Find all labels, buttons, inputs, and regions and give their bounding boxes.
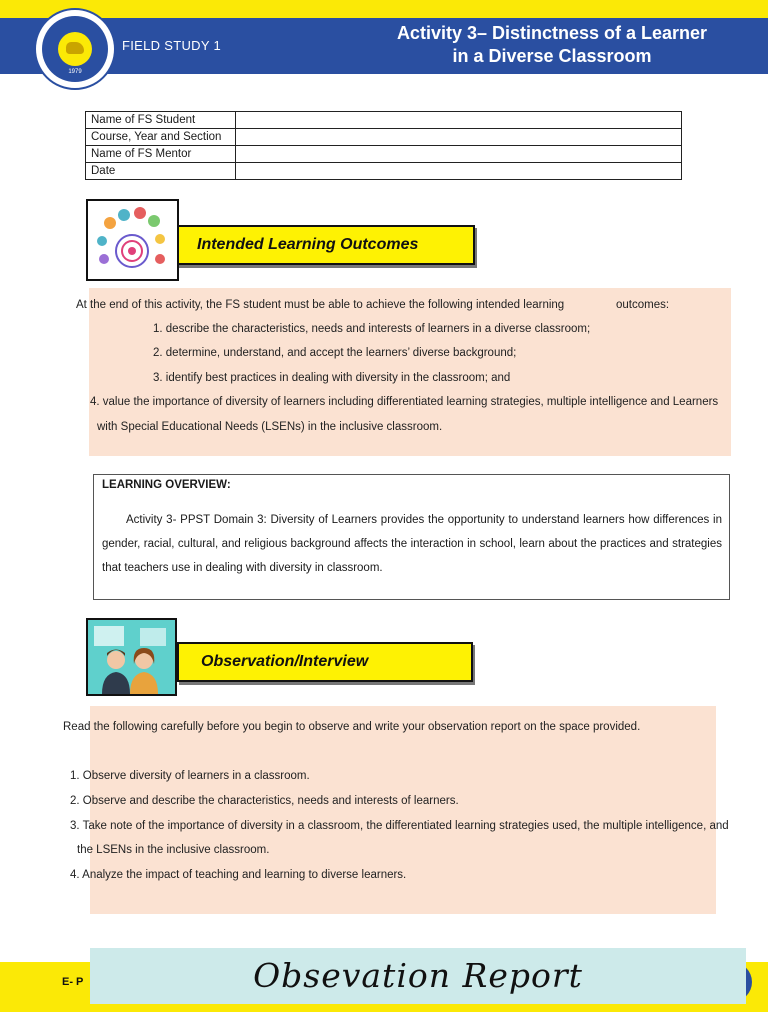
list-item: 3. Take note of the importance of diversity in a classroom, the differentiated learning strategies used, the multiple intelligence, and xyxy=(70,820,729,832)
university-seal-logo xyxy=(34,8,116,90)
header-white-strip xyxy=(0,74,768,88)
learning-overview-title: LEARNING OVERVIEW: xyxy=(102,479,231,491)
info-label: Name of FS Mentor xyxy=(86,146,236,163)
table-row xyxy=(86,129,682,146)
list-item: 1. describe the characteristics, needs and interests of learners in a diverse classroom; xyxy=(153,323,591,335)
activity-title-line1: Activity 3– Distinctness of a Learner xyxy=(396,23,708,43)
student-info-table xyxy=(85,111,682,180)
learning-outcomes-banner xyxy=(177,225,475,265)
list-item: 4. value the importance of diversity of learners including differentiated learning strategies, multiple intelligence and Learners xyxy=(90,396,719,408)
activity-title-line2: in a Diverse Classroom xyxy=(452,46,652,66)
list-item: 1. Observe diversity of learners in a classroom. xyxy=(70,770,310,782)
observation-heading: Observation/Interview xyxy=(201,653,369,670)
observation-banner xyxy=(177,642,473,682)
info-value-course-section[interactable] xyxy=(236,129,682,146)
table-row xyxy=(86,146,682,163)
table-row xyxy=(86,112,682,129)
lion-icon xyxy=(66,42,84,54)
list-item: with Special Educational Needs (LSENs) in the inclusive classroom. xyxy=(97,421,443,433)
list-item: 3. identify best practices in dealing with diversity in the classroom; and xyxy=(153,372,511,384)
list-item: 2. determine, understand, and accept the learners’ diverse background; xyxy=(153,347,517,359)
observation-highlight xyxy=(90,706,716,914)
observation-icon-box xyxy=(86,618,177,696)
seal-year: 1979 xyxy=(68,69,82,75)
list-item: 4. Analyze the impact of teaching and learning to diverse learners. xyxy=(70,869,407,881)
table-row xyxy=(86,163,682,180)
observation-report-panel xyxy=(90,948,746,1004)
learning-overview-text: Activity 3- PPST Domain 3: Diversity of Learners provides the opportunity to understand learners how differences in gender, racial, cultural, and religious background affects the interaction in school, learn about the practices and strategies that teachers use in dealing with diversity in classroom. xyxy=(102,514,722,574)
learning-outcomes-icon-box xyxy=(86,199,179,281)
learning-outcomes-heading: Intended Learning Outcomes xyxy=(197,236,419,253)
info-value-student-name[interactable] xyxy=(236,112,682,129)
info-label: Course, Year and Section xyxy=(86,129,236,146)
info-label: Date xyxy=(86,163,236,180)
learning-overview-box xyxy=(93,474,730,600)
outcomes-intro: At the end of this activity, the FS student must be able to achieve the following intended learning xyxy=(76,299,565,311)
activity-title xyxy=(352,22,752,68)
course-label: FIELD STUDY 1 xyxy=(122,38,222,53)
list-item: 2. Observe and describe the characteristics, needs and interests of learners. xyxy=(70,795,459,807)
observation-intro: Read the following carefully before you begin to observe and write your observation report on the space provided. xyxy=(63,721,641,733)
info-value-date[interactable] xyxy=(236,163,682,180)
observation-report-title: Obsevation Report xyxy=(253,956,583,995)
people-interview-icon xyxy=(88,620,175,694)
footer-label: E- P xyxy=(62,976,84,988)
target-ideas-icon xyxy=(88,201,177,279)
info-value-mentor[interactable] xyxy=(236,146,682,163)
list-item: the LSENs in the inclusive classroom. xyxy=(77,844,270,856)
info-label: Name of FS Student xyxy=(86,112,236,129)
outcomes-intro-end: outcomes: xyxy=(616,299,670,311)
